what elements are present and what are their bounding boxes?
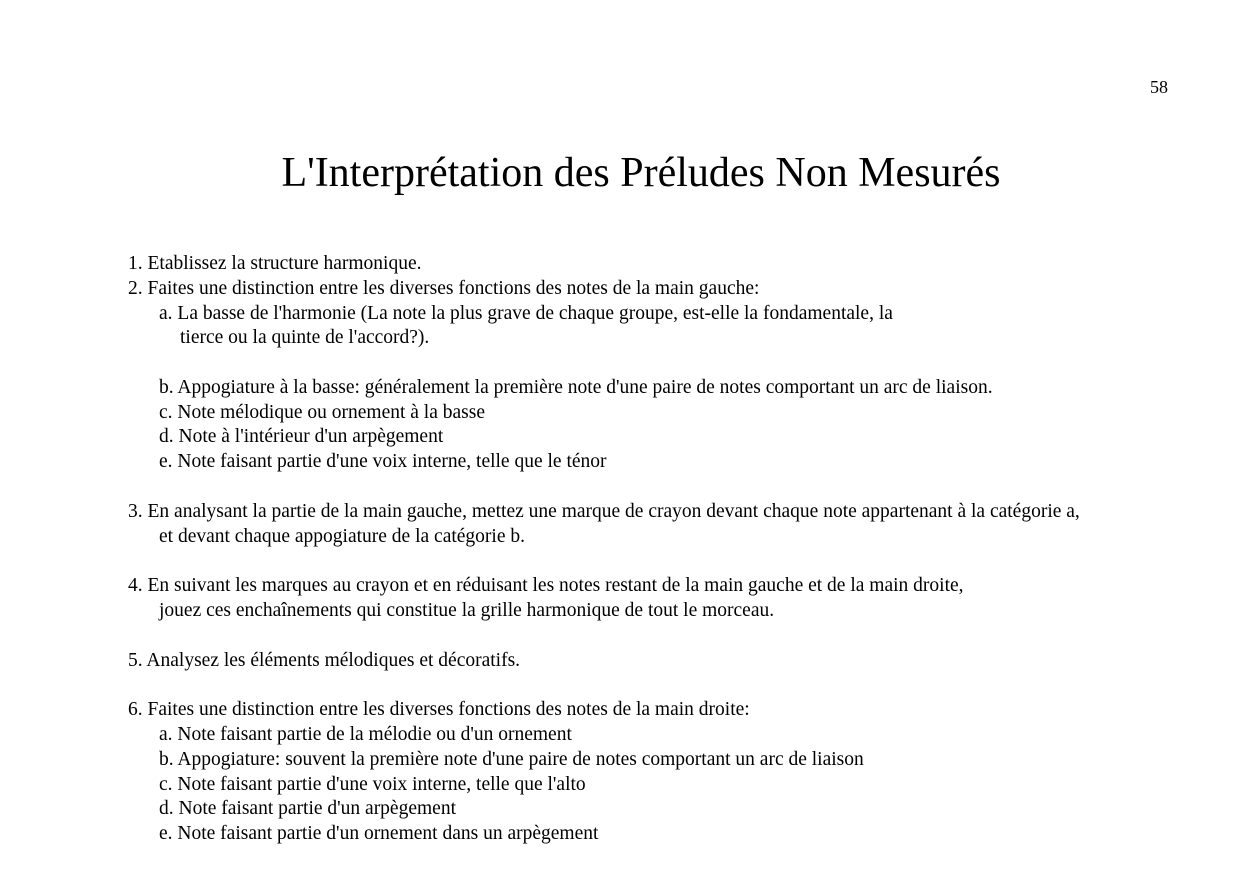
list-item-2: 2. Faites une distinction entre les diverses fonctions des notes de la main gauche: [128,278,760,299]
list-item-2e: e. Note faisant partie d'une voix interne, telle que le ténor [159,451,607,472]
list-item-2a-continuation: tierce ou la quinte de l'accord?). [180,327,430,348]
list-item-2d: d. Note à l'intérieur d'un arpègement [159,426,444,447]
list-item-6a: a. Note faisant partie de la mélodie ou d'un ornement [159,724,572,745]
list-item-1: 1. Etablissez la structure harmonique. [128,253,422,274]
list-item-3-continuation: et devant chaque appogiature de la catégorie b. [159,526,525,547]
list-item-2b: b. Appogiature à la basse: généralement la première note d'une paire de notes comportant un arc de liaison. [159,377,993,398]
list-item-2a: a. La basse de l'harmonie (La note la plus grave de chaque groupe, est-elle la fondamentale, la [159,303,893,324]
list-item-6: 6. Faites une distinction entre les diverses fonctions des notes de la main droite: [128,699,750,720]
list-item-6e: e. Note faisant partie d'un ornement dans un arpègement [159,823,599,844]
list-item-5: 5. Analysez les éléments mélodiques et décoratifs. [128,650,521,671]
page-number: 58 [1150,77,1168,97]
list-item-6c: c. Note faisant partie d'une voix interne, telle que l'alto [159,774,586,795]
list-item-6d: d. Note faisant partie d'un arpègement [159,798,456,819]
list-item-4-continuation: jouez ces enchaînements qui constitue la grille harmonique de tout le morceau. [159,600,775,621]
list-item-2c: c. Note mélodique ou ornement à la basse [159,402,485,423]
list-item-4: 4. En suivant les marques au crayon et en réduisant les notes restant de la main gauche et de la main droite, [128,575,964,596]
list-item-3: 3. En analysant la partie de la main gauche, mettez une marque de crayon devant chaque note appartenant à la catégorie a, [128,501,1080,522]
page-title: L'Interprétation des Préludes Non Mesurés [281,150,1001,196]
list-item-6b: b. Appogiature: souvent la première note d'une paire de notes comportant un arc de liaison [159,749,864,770]
